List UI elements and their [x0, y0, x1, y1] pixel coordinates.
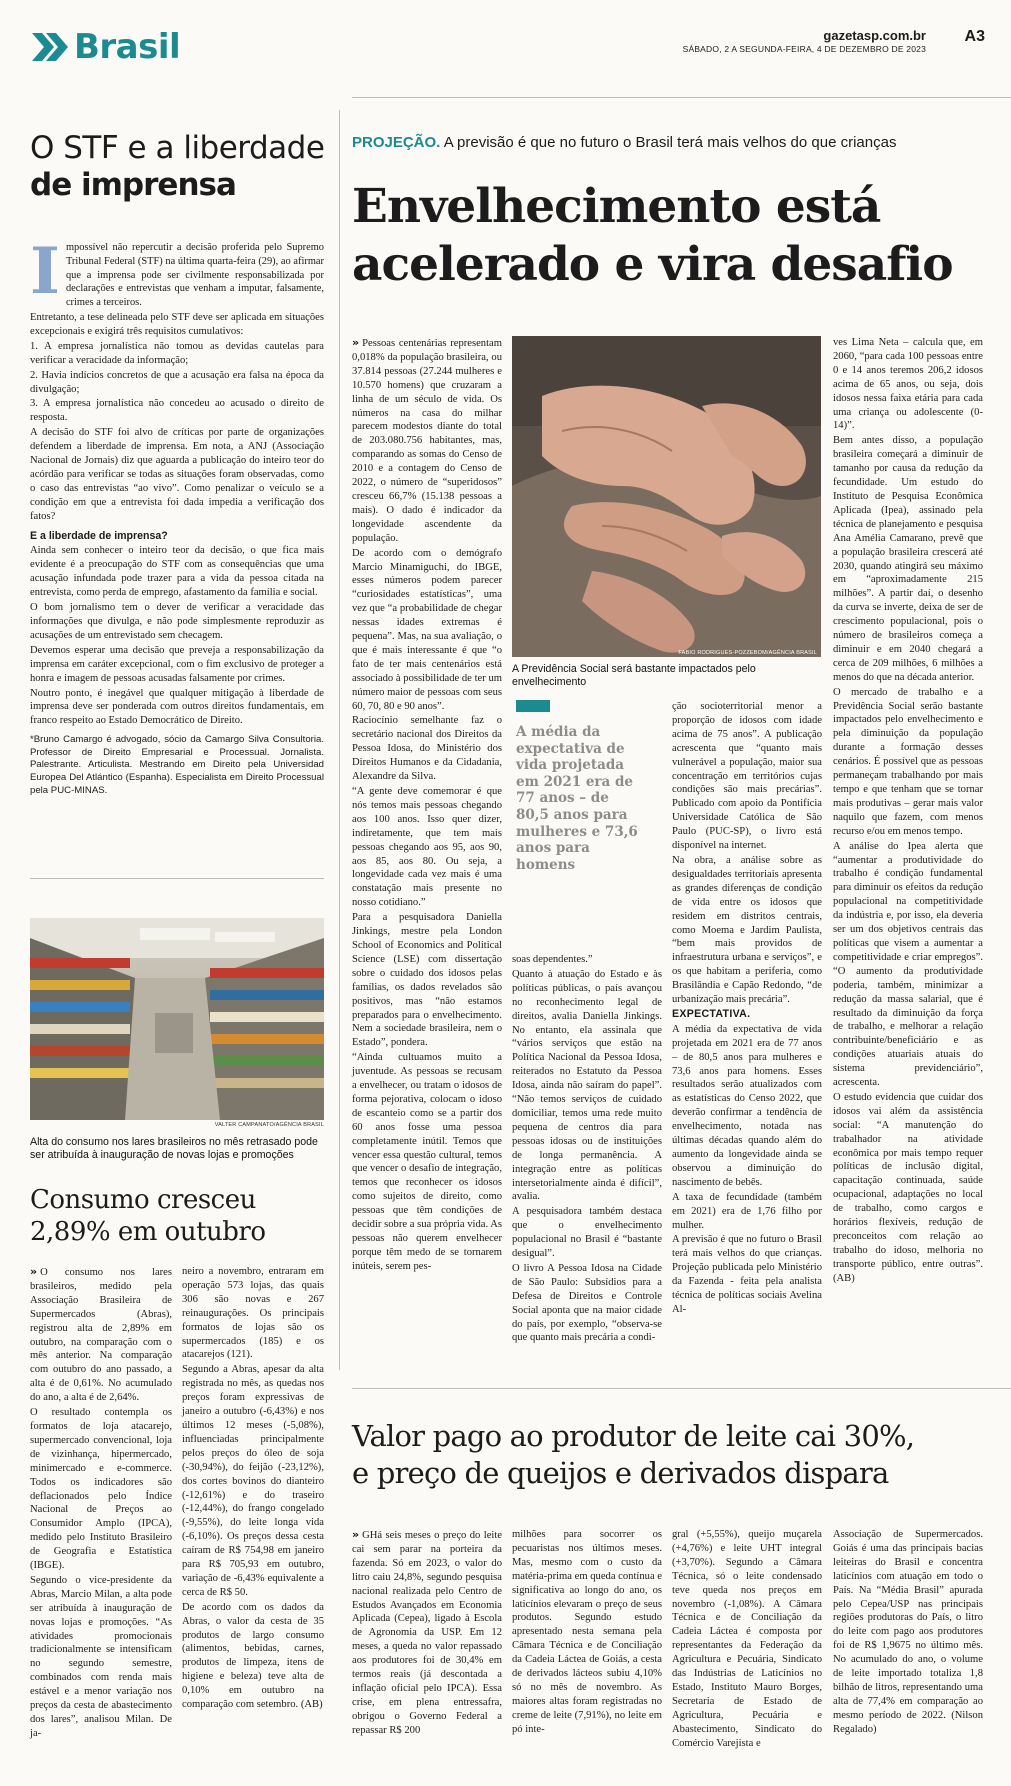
- consumo-caption: Alta do consumo nos lares brasileiros no mês retrasado pode ser atribuída à inauguração de novas lojas e promoções: [30, 1136, 318, 1161]
- article-paragraph: Bem antes disso, a população brasileira começará a diminuir de tamanho por causa da redução da fecundidade. Um estudo do Instituto de Pesquisa Econômica Aplicada (Ipea), assinado pela técnica de planejamento e pesquisa Ana Amélia Camarano, prevê que a população brasileira crescerá até 2030, quando atingirá seu máximo em “aproximadamente 215 milhões”. A partir daí, o desenho da curva se inverte, deixa de ser de crescimento populacional, pois o número de brasileiros começa a diminuir e em 2040 chegará a cerca de 209 milhões, 6 milhões a menos do que na década anterior.: [833, 435, 983, 683]
- article-paragraph: O estudo evidencia que cuidar dos idosos vai além da assistência social: “A manutenção do trabalhador na atividade econômica por mais tempo requer políticas de inclusão digital, capacitação continuada, saúde ocupacional, adaptações no local de trabalho, como cargos e horários flexíveis, redução de preconceitos com relação ao trabalho do idoso, melhoria no transporte público, entre outras”. (AB): [833, 1091, 983, 1284]
- article-paragraph: Para a pesquisadora Daniella Jinkings, mestre pela London School of Economics and Political Science (LSE) com dissertação sobre o cuidado dos idosos pelas famílias, os dados revelados são positivos, mas “não estamos preparados para o envelhecimento. Nem a sociedade brasileira, nem o Estado”, pondera.: [352, 912, 502, 1049]
- leite-column-1: [352, 1528, 502, 1739]
- opinion-paragraph: A decisão do STF foi alvo de críticas por parte de organizações defendem a liberdade de imprensa. Em nota, a ANJ (Associação Nacional de Jornais) diz que aguarda a publicação do inteiro teor do acórdão para verificar se todas as situações foram observadas, como o caso das entrevistas “ao vivo”. Como penalizar o veículo se a condição em que a entrevista foi dada impedia a verificação dos fatos?: [30, 427, 324, 522]
- leite-paragraph: » GHá seis meses o preço do leite cai sem parar na porteira da fazenda. Só em 2023, o valor do litro caiu 24,8%, segundo pesquisa nacional realizada pelo Centro de Estudos Avançados em Economia Aplicada (Cepea), ligado à Escola de Agronomia da USP. Em 12 meses, a queda no valor repassado aos produtores foi de 30,4% em termos reais (já descontada a inflação oficial pelo IPCA). Essa crise, em plena entressafra, obrigou o Governo Federal a repassar R$ 200: [352, 1528, 502, 1736]
- left-divider: [30, 878, 324, 879]
- section-title: Brasil: [74, 27, 181, 67]
- consumo-paragraph: O resultado contempla os formatos de loja atacarejo, supermercado convencional, loja de vizinhança, hipermercado, minimercado e e-commerce. Todos os indicadores são deflacionados pelo Índice Nacional de Preços ao Consumidor Amplo (IPCA), medido pelo Instituto Brasileiro de Geografia e Estatística (IBGE).: [30, 1407, 172, 1572]
- opinion-paragraph: 3. A empresa jornalística não concedeu ao acusado o direito de resposta.: [30, 398, 324, 424]
- article-paragraph: Quanto à atuação do Estado e às políticas públicas, o país avançou no reconhecimento legal de direitos, avalia Daniella Jinkings. No entanto, ela assinala que “vários serviços que estão na Política Nacional da Pessoa Idosa, reiterados no Estatuto da Pessoa Idosa, ainda não saíram do papel”. “Não temos serviços de cuidado domiciliar, temos uma rede muito pequena de centros dia para pessoas idosas ou de instituições de longa permanência. A integração entre as políticas intersetorialmente ainda é difícil”, avalia.: [512, 968, 662, 1203]
- supermarket-photo: [30, 918, 324, 1120]
- consumo-photo-credit: VALTER CAMPANATO/AGÊNCIA BRASIL: [214, 1122, 324, 1128]
- column-divider: [339, 110, 340, 1370]
- consumo-paragraph: neiro a novembro, entraram em operação 573 lojas, das quais 306 são novas e 267 reinaugurações. Os principais formatos de lojas são os supermercados (185) e os atacarejos (121).: [182, 1266, 324, 1361]
- double-chevron-icon: [30, 30, 70, 64]
- opinion-paragraph: O bom jornalismo tem o dever de verificar a veracidade das informações que divulga, e não pode simplesmente reproduzir as acusações de um entrevistado sem checagem.: [30, 602, 324, 641]
- elderly-hands-photo: [512, 336, 821, 657]
- article-paragraph: ção socioterritorial menor a proporção de idosos com idade acima de 75 anos”. A publicação acrescenta que “quanto mais vulnerável a população, maior sua concentração em territórios cujas condições são mais precárias”. Publicado com apoio da Pontifícia Universidade Católica de São Paulo (PUC-SP), o livro está disponível na internet.: [672, 701, 822, 852]
- article-paragraph: A previsão é que no futuro o Brasil terá mais velhos do que crianças. Projeção publicada pelo Ministério da Fazenda - feita pela analista técnica de políticas sociais Avelina Al-: [672, 1234, 822, 1315]
- leite-column-4: [833, 1528, 983, 1738]
- chevron-icon: »: [30, 1265, 38, 1278]
- edition-date: SÁBADO, 2 A SEGUNDA-FEIRA, 4 DE DEZEMBRO DE 2023: [682, 44, 926, 54]
- article-paragraph: Raciocínio semelhante faz o secretário nacional dos Direitos da Pessoa Idosa, do Ministério dos Direitos Humanos e da Cidadania, Alexandre da Silva.: [352, 715, 502, 783]
- leite-column-2: [512, 1528, 662, 1738]
- pullquote-marker: [516, 700, 550, 712]
- leite-paragraph: Associação de Supermercados. Goiás é uma das principais bacias leiteiras do Brasil e concentra laticínios com atuação em todo o País. Na “Média Brasil” apurada pelo Cepea/USP nas principais regiões produtoras do País, o litro do leite com pago aos produtores foi de R$ 1,9675 no último mês. No acumulado do ano, o volume de leite importado totaliza 1,8 bilhão de litros, representando uma alta de 77,4% em comparação ao mesmo período de 2022. (Nilson Regalado): [833, 1529, 983, 1735]
- chevron-icon: »: [352, 1528, 360, 1541]
- article-paragraph: A análise do Ipea alerta que “aumentar a produtividade do trabalho é condição fundamental para diminuir os efeitos da redução populacional na competitividade da indústria e, por isso, ela deveria ser um dos objetivos centrais das políticas que visem a aumentar a competitividade e criar empregos”. “O aumento da produtividade poderia, também, minimizar a redução da massa salarial, que é resultado da diminuição da força de trabalho, e melhorar a relação contribuinte/beneficiário e as condições atuariais atuais do sistema previdenciário”, acrescenta.: [833, 840, 983, 1089]
- opinion-paragraph: Ainda sem conhecer o inteiro teor da decisão, o que fica mais evidente é a preocupação do STF com as consequências que uma acusação infundada pode trazer para a vida da pessoa citada na entrevista, como perda de emprego, afastamento da família e social.: [30, 545, 324, 599]
- main-headline-line2: acelerado e vira desafio: [352, 237, 953, 292]
- envelhecimento-photo-credit: FABIO RODRIGUES-POZZEBOM/AGÊNCIA BRASIL: [678, 650, 817, 656]
- opinion-paragraph: Entretanto, a tese delineada pelo STF deve ser aplicada em situações excepcionais e exigirá três requisitos cumulativos:: [30, 311, 324, 337]
- opinion-title: [30, 130, 330, 204]
- leite-headline-line1: Valor pago ao produtor de leite cai 30%,: [352, 1419, 915, 1453]
- leite-headline: [352, 1418, 1002, 1492]
- opinion-paragraph: 1. A empresa jornalística não tomou as devidas cautelas para verificar a veracidade da informação;: [30, 340, 324, 366]
- main-headline: [352, 178, 1002, 294]
- consumo-title-line2: 2,89% em outubro: [30, 1217, 266, 1247]
- article-paragraph: De acordo com o demógrafo Marcio Minamiguchi, do IBGE, esses números podem parecer “curiosidades estatísticas”, uma vez que “a probabilidade de chegar nessas idades extremas é pequena”. Mas, na sua avaliação, o que é mais interessante é que “o fato de ter mais centenários está associado à possibilidade de ter um número maior de pessoas com seus 60, 70, 80 e 90 anos”.: [352, 547, 502, 712]
- envelhecimento-column-2: [512, 953, 662, 1346]
- opinion-title-line1: O STF e a liberdade: [30, 130, 325, 166]
- consumo-title: [30, 1184, 330, 1248]
- opinion-paragraph: Devemos esperar uma decisão que preveja a responsabilização da imprensa em caráter excepcional, com o fim exclusivo de proteger a honra e imagem de pessoas acusadas falsamente por crimes.: [30, 644, 324, 684]
- consumo-title-line1: Consumo cresceu: [30, 1185, 256, 1215]
- consumo-column-2: [182, 1265, 324, 1713]
- leite-paragraph: gral (+5,55%), queijo muçarela (+4,76%) e leite UHT integral (+3,70%). Segundo a Câmara Técnica, só o leite condensado teve queda nos preços em novembro (-1,08%). A Câmara Técnica e de Conciliação da Cadeia Láctea é composta por representantes da Federação da Agricultura e Pecuária, Sindicato das Indústrias de Laticínios no Estado, Instituto Mauro Borges, Secretaria de Estado de Agricultura, Pecuária e Abastecimento, Sindicato do Comércio Varejista e: [672, 1529, 822, 1749]
- bottom-divider: [352, 1388, 1011, 1389]
- opinion-intro: mpossível não repercutir a decisão proferida pelo Supremo Tribunal Federal (STF) na última quarta-feira (29), ao afirmar que a imprensa pode ser civilmente responsabilizada por declarações e entrevistas que venham a imputar, falsamente, crimes a terceiros.: [65, 242, 324, 309]
- consumo-paragraph: Segundo a Abras, apesar da alta registrada no mês, as quedas nos preços foram expressivas de janeiro a outubro (-6,43%) e nos últimos 12 meses (-5,08%), influenciadas principalmente pelos preços do óleo de soja (-30,94%), do feijão (-23,12%), dos cortes bovinos do dianteiro (-12,61%) e do traseiro (-12,44%), do frango congelado (-9,55%), do leite longa vida (-6,10%). Os preços dessa cesta caíram de R$ 754,98 em janeiro para R$ 705,93 em outubro, variação de -6,43% equivalente a cerca de R$ 50.: [182, 1364, 324, 1598]
- article-paragraph: A pesquisadora também destaca que o envelhecimento populacional no Brasil é “bastante desigual”.: [512, 1206, 662, 1260]
- consumo-paragraph: » O consumo nos lares brasileiros, medido pela Associação Brasileira de Supermercados (Abras), registrou alta de 2,89% em outubro, na comparação com o mês anterior. Na comparação com outubro do ano passado, a alta é de 0,61%. No acumulado do ano, a alta é de 2,64%.: [30, 1265, 172, 1404]
- article-paragraph: ves Lima Neta – calcula que, em 2060, “para cada 100 pessoas entre 0 e 14 anos teremos 206,2 idosos acima de 65 anos, ou seja, dois idosos nessa faixa etária para cada uma criança ou adolescente (0-14)”.: [833, 337, 983, 432]
- envelhecimento-column-4: [833, 336, 983, 1287]
- article-paragraph: “Ainda cultuamos muito a juventude. As pessoas se recusam a envelhecer, ou tratam o idosos de forma pejorativa, colocam o idoso de escanteio como se a partir dos 60 anos fosse uma pessoa completamente inútil. Temos que vencer essa questão cultural, temos que vencer o desafio de integração, temos que reconhecer os idosos como sujeitos de direito, como pessoas que têm condições de decidir sobre a sua própria vida. As pessoas não querem envelhecer porque têm medo de se tornarem inúteis, serem pes-: [352, 1052, 502, 1272]
- header-divider: [352, 97, 1011, 98]
- kicker: [352, 134, 992, 151]
- opinion-title-line2: de imprensa: [30, 167, 236, 203]
- consumo-column-1: [30, 1265, 172, 1742]
- article-paragraph: Na obra, a análise sobre as desigualdades territoriais apresenta as grandes diferenças de condição de vida entre os idosos que residem em distritos centrais, como Moema e Jardim Paulista, “bem mais providos de infraestrutura urbana e serviços”, e os que habitam a periferia, como Brasilândia e Capão Redondo, “de urbanização mais precária”.: [672, 854, 822, 1006]
- leite-headline-line2: e preço de queijos e derivados dispara: [352, 1456, 889, 1490]
- opinion-subhead: E a liberdade de imprensa?: [30, 529, 168, 542]
- main-headline-line1: Envelhecimento está: [352, 179, 881, 234]
- opinion-dropcap: I: [30, 234, 60, 309]
- article-paragraph: O mercado de trabalho e a Previdência Social serão bastante impactados pelo envelhecimento e pela diminuição da população durante a formação desses cenários. É possível que as pessoas permaneçam trabalhando por mais tempo e que tenham que se tornar mais produtivas – gerar mais valor naquilo que fazem, com menos recurso e/ou em menos tempo.: [833, 686, 983, 837]
- consumo-paragraph: Segundo o vice-presidente da Abras, Marcio Milan, a alta pode ser atribuída à inauguração de novas lojas e promoções. “As atividades promocionais tradicionalmente se intensificam no segundo semestre, combinados com renda mais estável e a menor variação nos preços da cesta de abastecimento dos lares”, analisou Milan. De ja-: [30, 1574, 172, 1739]
- article-paragraph: soas dependentes.”: [512, 954, 593, 965]
- article-paragraph: “A gente deve comemorar é que nós temos mais pessoas chegando aos 100 anos. Isso quer dizer, indiretamente, que tem mais pessoas chegando aos 95, aos 90, aos 85, aos 80. Ou seja, a longevidade cada vez mais é uma constatação mais presente no nosso cotidiano.”: [352, 786, 502, 909]
- article-paragraph: » Pessoas centenárias representam 0,018% da população brasileira, ou 37.814 pessoas (27.244 mulheres e 10.570 homens) que cruzaram a linha de um século de vida. Os números na casa do milhar parecem modestos diante do total de 203.080.756 habitantes, mas, comparando as somas do Censo de 2010 e a contagem do Censo de 2022, o número de “superidosos” cresceu 66,7% (15.138 pessoas a mais). O dado é indicador da longevidade ascendente da população.: [352, 336, 502, 544]
- author-bio: *Bruno Camargo é advogado, sócio da Camargo Silva Consultoria. Professor de Direito Empresarial e Processual. Jornalista. Palestrante. Articulista. Mestrando em Direito pela Universidad Europea Del Atlántico (Espanha). Especialista em Direito Processual pela PUC-MINAS.: [30, 734, 324, 796]
- section-header: [30, 26, 180, 68]
- article-paragraph: A média da expectativa de vida projetada em 2021 era de 77 anos – de 80,5 anos para mulheres e 73,6 anos para homens. Esses resultados serão atualizados com as estatísticas do Censo 2022, que deverão confirmar a tendência de envelhecimento, notada nas últimas décadas quando além do aumento da longevidade ainda se observou a diminuição do nascimento de bebês.: [672, 1023, 822, 1188]
- kicker-text: A previsão é que no futuro o Brasil terá mais velhos do que crianças: [443, 134, 897, 151]
- kicker-label: PROJEÇÃO.: [352, 134, 441, 151]
- article-paragraph: A taxa de fecundidade (também em 2021) era de 1,76 filho por mulher.: [672, 1191, 822, 1231]
- chevron-icon: »: [352, 336, 360, 349]
- envelhecimento-caption: A Previdência Social será bastante impactados pelo envelhecimento: [512, 663, 756, 688]
- site-url: gazetasp.com.br: [823, 28, 926, 43]
- leite-paragraph: milhões para socorrer os pecuaristas nos últimos meses. Mas, mesmo com o custo da matéria-prima em queda contínua e significativa ao longo do ano, os laticínios elevaram o preço de seus produtos. Segundo estudo apresentado nesta semana pela Câmara Técnica e de Conciliação da Cadeia Láctea de Goiás, a cesta de derivados lácteos subiu 4,10% só no mês de novembro. As maiores altas foram registradas no creme de leite (7,91%), no leite em pó inte-: [512, 1529, 663, 1735]
- envelhecimento-column-1: [352, 336, 502, 1275]
- leite-column-3: [672, 1528, 822, 1752]
- opinion-paragraph: 2. Havia indícios concretos de que a acusação era falsa na época da divulgação;: [30, 369, 324, 395]
- envelhecimento-column-3: [672, 700, 822, 1318]
- pullquote: A média da expectativa de vida projetada em 2021 era de 77 anos – de 80,5 anos para mulheres e 73,6 anos para homens: [516, 724, 638, 873]
- consumo-paragraph: De acordo com os dados da Abras, o valor da cesta de 35 produtos de largo consumo (alimentos, bebidas, carnes, produtos de limpeza, itens de higiene e beleza) teve alta de 0,10% em outubro na comparação com setembro. (AB): [182, 1601, 324, 1711]
- opinion-column: [30, 234, 324, 798]
- opinion-paragraph: Noutro ponto, é inegável que qualquer mitigação à liberdade de imprensa deve ser ponderada com outros direitos fundamentais, em franco respeito ao Estado Democrático de Direito.: [30, 687, 324, 727]
- article-subhead: EXPECTATIVA.: [672, 1007, 751, 1020]
- article-paragraph: O livro A Pessoa Idosa na Cidade de São Paulo: Subsídios para a Defesa de Direitos e Controle Social aponta que na maior cidade do país, por exemplo, “observa-se que quanto mais precária a condi-: [512, 1262, 662, 1344]
- page-number: A3: [964, 28, 985, 45]
